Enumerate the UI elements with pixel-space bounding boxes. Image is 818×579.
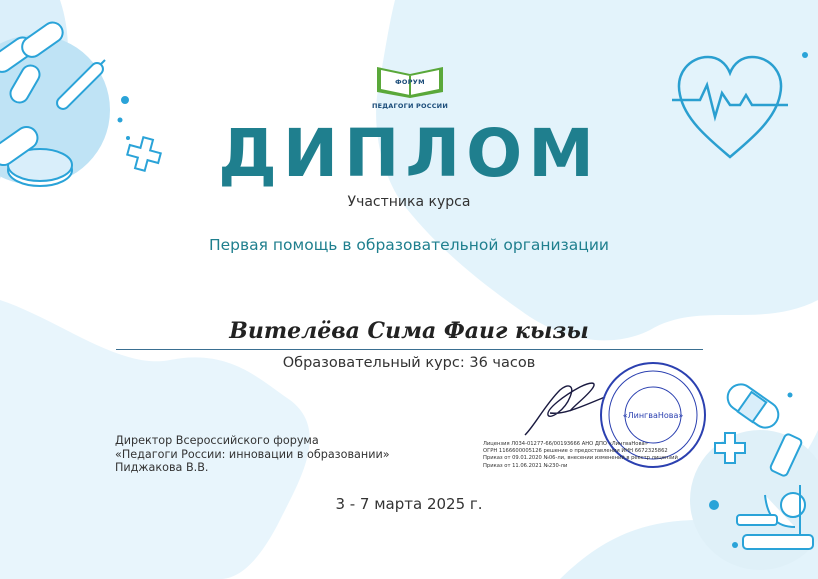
name-underline xyxy=(116,349,703,350)
license-line-2: ОГРН 1166600005126 решение о предоставлении ИНН 6672325862 xyxy=(483,448,668,455)
license-block xyxy=(483,441,723,470)
course-dates: 3 - 7 марта 2025 г. xyxy=(335,495,483,513)
logo-text-pedagogi: ПЕДАГОГИ РОССИИ xyxy=(372,102,448,110)
forum-logo xyxy=(355,62,465,122)
stamp-text: «ЛингваНова» xyxy=(622,411,684,420)
logo-text-forum: ФОРУМ xyxy=(395,78,425,86)
signature-image xyxy=(520,375,610,440)
license-line-4: Приказ от 11.06.2021 №230-ли xyxy=(483,462,568,469)
signatory-title: Директор Всероссийского форума xyxy=(115,434,319,447)
medical-cross-icon xyxy=(125,135,163,173)
diploma-subtitle: Участника курса xyxy=(347,194,471,210)
license-line-1: Лицензия Л034-01277-66/00193666 АНО ДПО «ЛингваНова» xyxy=(483,441,648,447)
bandage-microscope-icon xyxy=(705,375,818,579)
pills-thermometer-icon xyxy=(0,20,110,210)
heart-pulse-icon xyxy=(670,45,790,165)
license-line-3: Приказ от 09.01.2020 №06-ли, внесении изменений в реестр лицензий xyxy=(483,455,678,462)
signatory-block xyxy=(115,434,445,475)
course-hours: Образовательный курс: 36 часов xyxy=(282,355,536,371)
signatory-organization: «Педагоги России: инновации в образовании» xyxy=(115,447,390,461)
diploma-title: ДИПЛОМ xyxy=(218,115,600,192)
recipient-name: Вителёва Сима Фаиг кызы xyxy=(229,318,589,344)
signatory-name: Пиджакова В.В. xyxy=(115,461,209,474)
course-name: Первая помощь в образовательной организации xyxy=(208,236,609,254)
